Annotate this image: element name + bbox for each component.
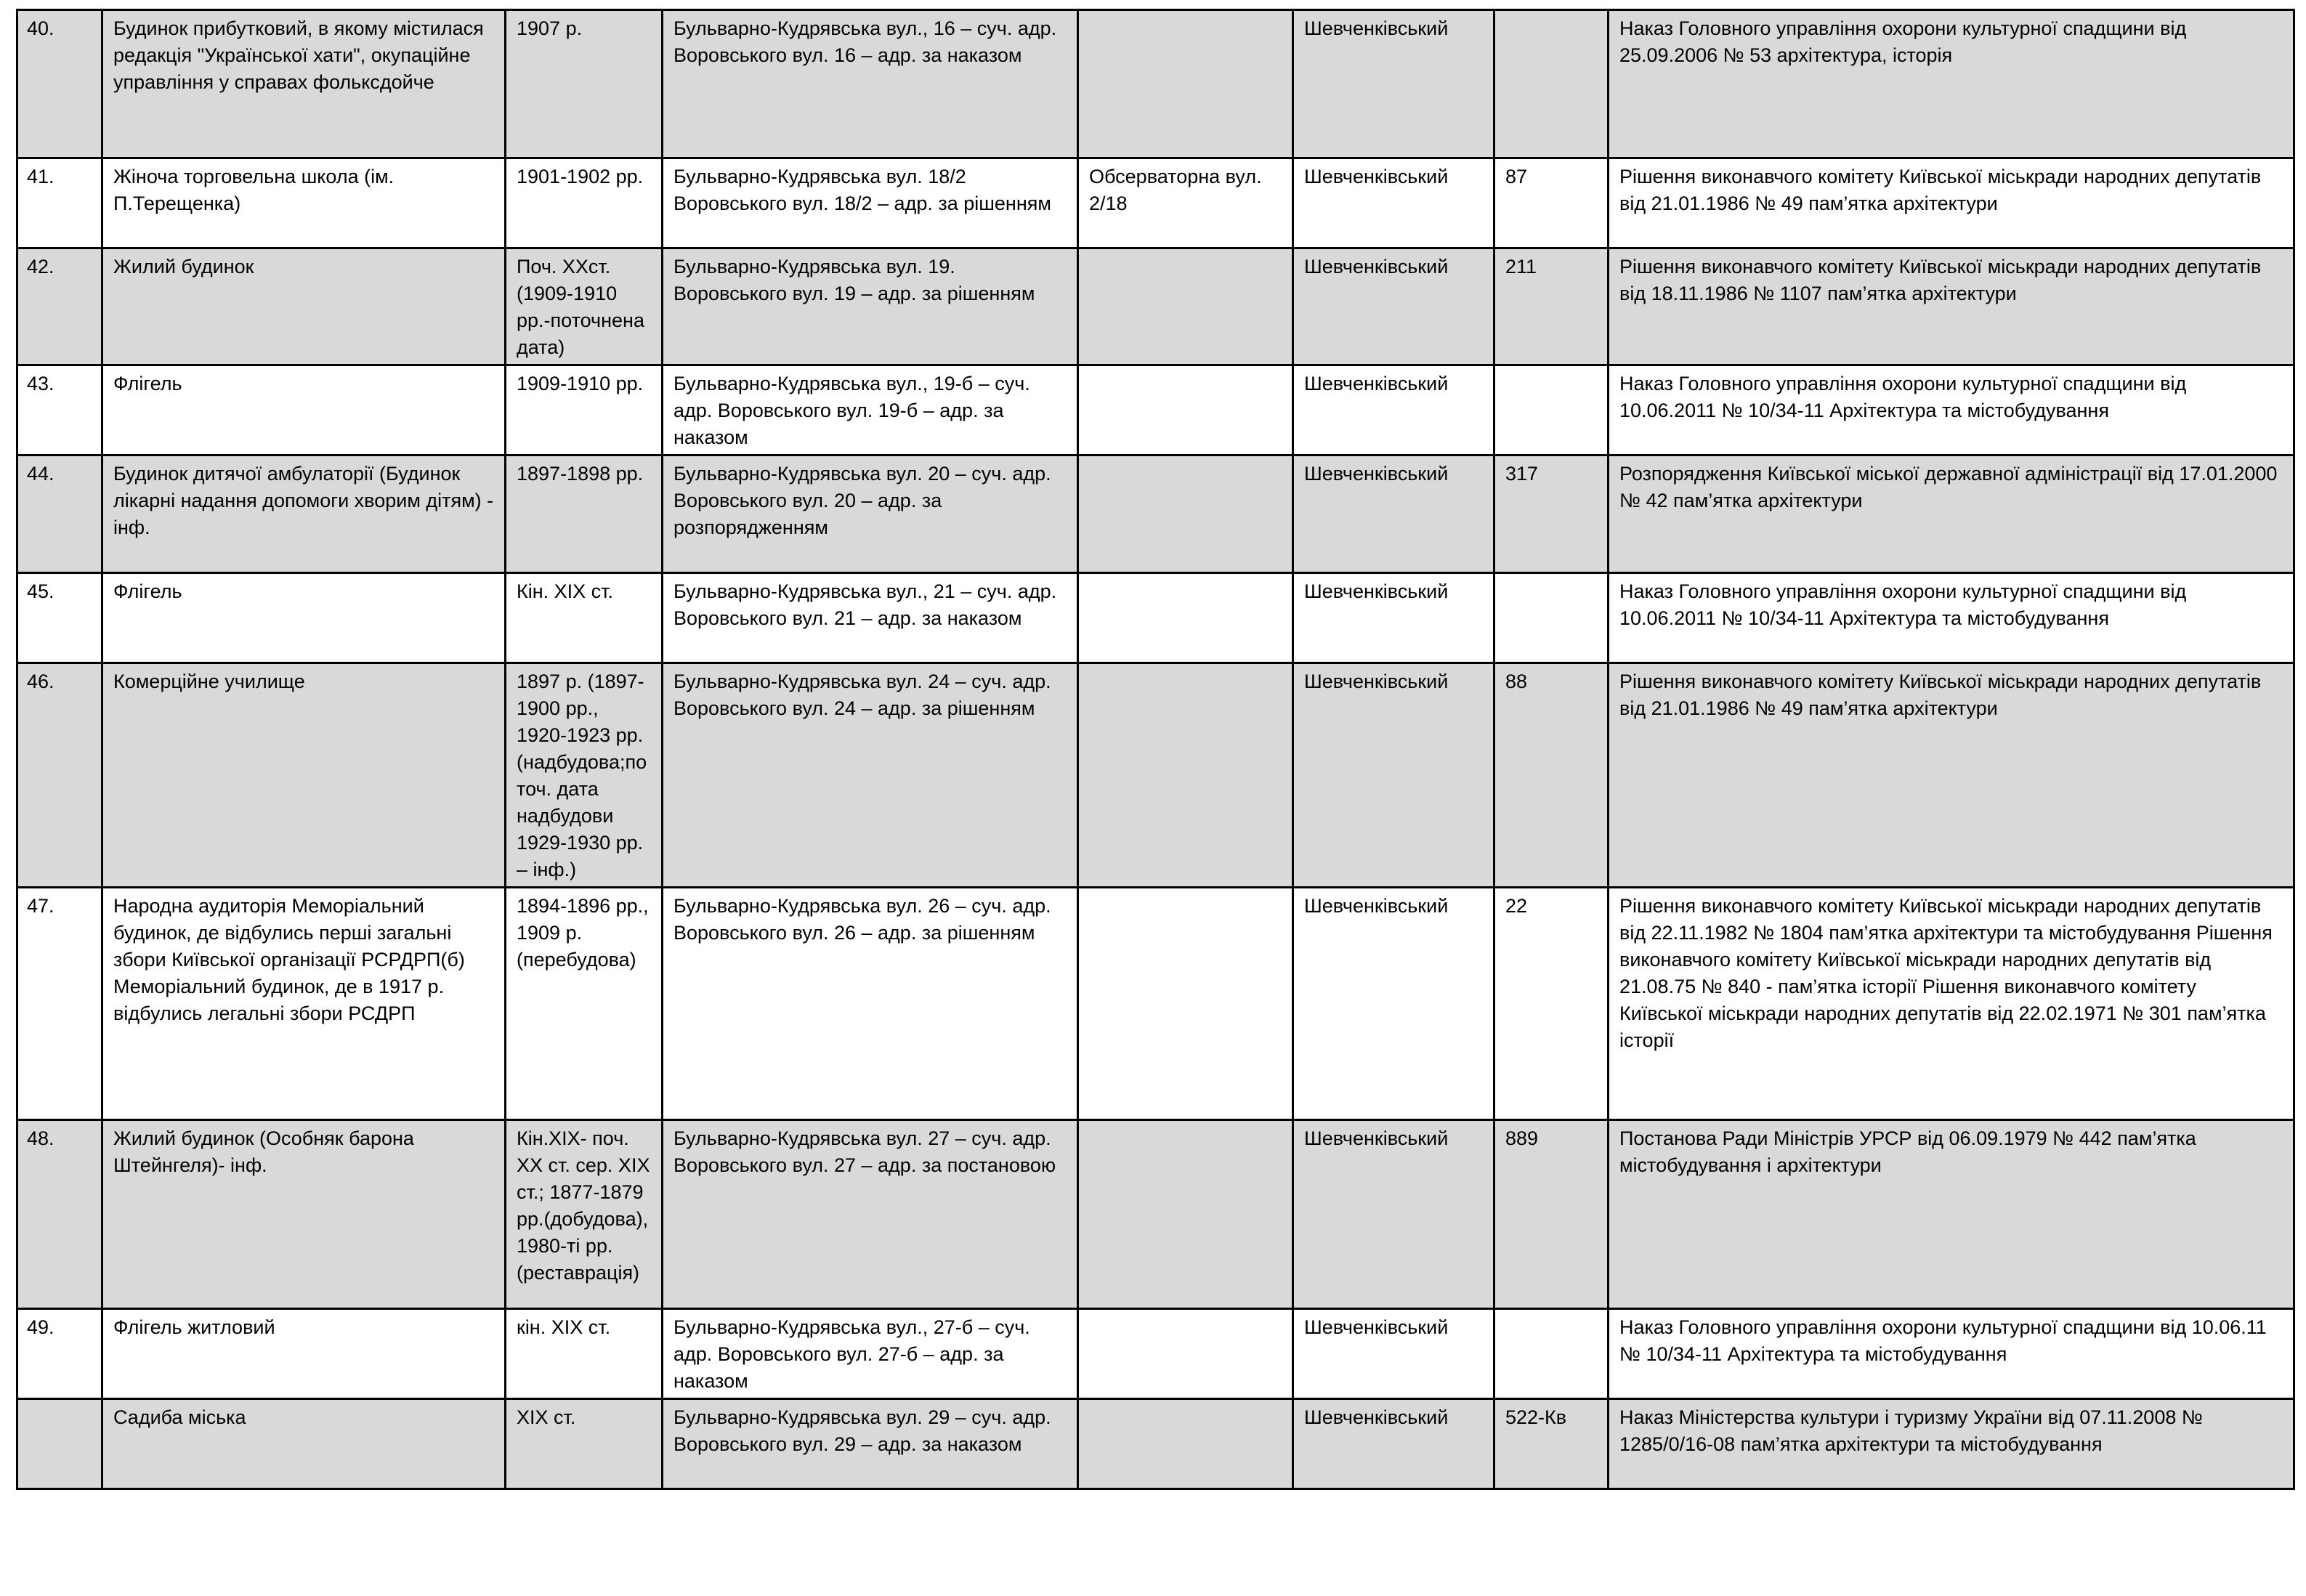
registration-number-cell xyxy=(1494,1309,1609,1399)
protection-document-cell: Розпорядження Київської міської державної адміністрації від 17.01.2000 № 42 пам’ятка архітектури xyxy=(1609,455,2294,573)
address-cell: Бульварно-Кудрявська вул. 26 – суч. адр. Воровського вул. 26 – адр. за рішенням xyxy=(663,888,1078,1120)
protection-document-cell: Наказ Міністерства культури і туризму України від 07.11.2008 № 1285/0/16-08 пам’ятка архітектури та містобудування xyxy=(1609,1399,2294,1489)
row-number-cell: 45. xyxy=(17,573,102,663)
district-cell: Шевченківський xyxy=(1293,248,1494,365)
dating-cell: 1909-1910 рр. xyxy=(506,365,663,455)
address-cell: Бульварно-Кудрявська вул., 19-б – суч. адр. Воровського вул. 19-б – адр. за наказом xyxy=(663,365,1078,455)
protection-document-cell: Постанова Ради Міністрів УРСР від 06.09.1979 № 442 пам’ятка містобудування і архітектури xyxy=(1609,1120,2294,1309)
dating-cell: 1901-1902 рр. xyxy=(506,158,663,248)
registration-number-cell: 317 xyxy=(1494,455,1609,573)
district-cell: Шевченківський xyxy=(1293,1399,1494,1489)
dating-cell: кін. ХІХ ст. xyxy=(506,1309,663,1399)
address-cell: Бульварно-Кудрявська вул., 21 – суч. адр. Воровського вул. 21 – адр. за наказом xyxy=(663,573,1078,663)
dating-cell: ХІХ ст. xyxy=(506,1399,663,1489)
dating-cell: 1897-1898 рр. xyxy=(506,455,663,573)
alternate-address-cell xyxy=(1078,10,1293,158)
row-number-cell xyxy=(17,1399,102,1489)
registration-number-cell xyxy=(1494,10,1609,158)
dating-cell: 1907 р. xyxy=(506,10,663,158)
protection-document-cell: Наказ Головного управління охорони культурної спадщини від 10.06.2011 № 10/34-11 Архітектура та містобудування xyxy=(1609,573,2294,663)
address-cell: Бульварно-Кудрявська вул. 29 – суч. адр. Воровського вул. 29 – адр. за наказом xyxy=(663,1399,1078,1489)
registration-number-cell xyxy=(1494,573,1609,663)
address-cell: Бульварно-Кудрявська вул. 20 – суч. адр. Воровського вул. 20 – адр. за розпорядженням xyxy=(663,455,1078,573)
district-cell: Шевченківський xyxy=(1293,1120,1494,1309)
address-cell: Бульварно-Кудрявська вул. 18/2 Воровського вул. 18/2 – адр. за рішенням xyxy=(663,158,1078,248)
district-cell: Шевченківський xyxy=(1293,573,1494,663)
alternate-address-cell xyxy=(1078,1120,1293,1309)
row-number-cell: 41. xyxy=(17,158,102,248)
protection-document-cell: Рішення виконавчого комітету Київської міськради народних депутатів від 18.11.1986 № 1107 пам’ятка архітектури xyxy=(1609,248,2294,365)
row-number-cell: 44. xyxy=(17,455,102,573)
alternate-address-cell xyxy=(1078,573,1293,663)
address-cell: Бульварно-Кудрявська вул. 27 – суч. адр. Воровського вул. 27 – адр. за постановою xyxy=(663,1120,1078,1309)
table-row xyxy=(17,158,2294,248)
protection-document-cell: Наказ Головного управління охорони культурної спадщини від 10.06.11 № 10/34-11 Архітектура та містобудування xyxy=(1609,1309,2294,1399)
table-row xyxy=(17,10,2294,158)
registration-number-cell: 889 xyxy=(1494,1120,1609,1309)
dating-cell: Поч. ХХст. (1909-1910 рр.-поточнена дата) xyxy=(506,248,663,365)
object-name-cell: Комерційне училище xyxy=(102,663,506,888)
monuments-register-table xyxy=(16,9,2295,1490)
object-name-cell: Жилий будинок (Особняк барона Штейнгеля)- інф. xyxy=(102,1120,506,1309)
row-number-cell: 48. xyxy=(17,1120,102,1309)
table-row xyxy=(17,365,2294,455)
row-number-cell: 42. xyxy=(17,248,102,365)
district-cell: Шевченківський xyxy=(1293,455,1494,573)
object-name-cell: Флігель xyxy=(102,365,506,455)
address-cell: Бульварно-Кудрявська вул. 24 – суч. адр. Воровського вул. 24 – адр. за рішенням xyxy=(663,663,1078,888)
row-number-cell: 49. xyxy=(17,1309,102,1399)
alternate-address-cell xyxy=(1078,888,1293,1120)
object-name-cell: Флігель xyxy=(102,573,506,663)
dating-cell: 1897 р. (1897-1900 рр., 1920-1923 рр.(надбудова;поточ. дата надбудови 1929-1930 рр. – інф.) xyxy=(506,663,663,888)
district-cell: Шевченківський xyxy=(1293,158,1494,248)
protection-document-cell: Наказ Головного управління охорони культурної спадщини від 10.06.2011 № 10/34-11 Архітектура та містобудування xyxy=(1609,365,2294,455)
alternate-address-cell xyxy=(1078,365,1293,455)
alternate-address-cell xyxy=(1078,1399,1293,1489)
address-cell: Бульварно-Кудрявська вул., 27-б – суч. адр. Воровського вул. 27-б – адр. за наказом xyxy=(663,1309,1078,1399)
alternate-address-cell xyxy=(1078,663,1293,888)
object-name-cell: Будинок прибутковий, в якому містилася редакція "Української хати", окупаційне управління у справах фольксдойче xyxy=(102,10,506,158)
alternate-address-cell xyxy=(1078,1309,1293,1399)
table-row xyxy=(17,663,2294,888)
district-cell: Шевченківський xyxy=(1293,1309,1494,1399)
table-row xyxy=(17,573,2294,663)
table-row xyxy=(17,1309,2294,1399)
object-name-cell: Народна аудиторія Меморіальний будинок, де відбулись перші загальні збори Київської організації РСРДРП(б) Меморіальний будинок, де в 1917 р. відбулись легальні збори РСДРП xyxy=(102,888,506,1120)
object-name-cell: Жіноча торговельна школа (ім. П.Терещенка) xyxy=(102,158,506,248)
alternate-address-cell: Обсерваторна вул. 2/18 xyxy=(1078,158,1293,248)
district-cell: Шевченківський xyxy=(1293,10,1494,158)
protection-document-cell: Рішення виконавчого комітету Київської міськради народних депутатів від 22.11.1982 № 1804 пам’ятка архітектури та містобудування Рішення виконавчого комітету Київської міськради народних депутатів від 21.08.75 № 840 - пам’ятка історії Рішення виконавчого комітету Київської міськради народних депутатів від 22.02.1971 № 301 пам’ятка історії xyxy=(1609,888,2294,1120)
protection-document-cell: Наказ Головного управління охорони культурної спадщини від 25.09.2006 № 53 архітектура, історія xyxy=(1609,10,2294,158)
table-row xyxy=(17,888,2294,1120)
protection-document-cell: Рішення виконавчого комітету Київської міськради народних депутатів від 21.01.1986 № 49 пам’ятка архітектури xyxy=(1609,663,2294,888)
object-name-cell: Будинок дитячої амбулаторії (Будинок лікарні надання допомоги хворим дітям) - інф. xyxy=(102,455,506,573)
table-row xyxy=(17,1120,2294,1309)
dating-cell: Кін.ХІХ- поч. ХХ ст. сер. ХІХ ст.; 1877-1879 рр.(добудова), 1980-ті рр.(реставрація) xyxy=(506,1120,663,1309)
object-name-cell: Садиба міська xyxy=(102,1399,506,1489)
table-row xyxy=(17,1399,2294,1489)
alternate-address-cell xyxy=(1078,248,1293,365)
protection-document-cell: Рішення виконавчого комітету Київської міськради народних депутатів від 21.01.1986 № 49 пам’ятка архітектури xyxy=(1609,158,2294,248)
row-number-cell: 47. xyxy=(17,888,102,1120)
registration-number-cell: 88 xyxy=(1494,663,1609,888)
registration-number-cell: 211 xyxy=(1494,248,1609,365)
row-number-cell: 46. xyxy=(17,663,102,888)
table-body xyxy=(17,10,2294,1489)
district-cell: Шевченківський xyxy=(1293,365,1494,455)
dating-cell: Кін. ХІХ ст. xyxy=(506,573,663,663)
registration-number-cell xyxy=(1494,365,1609,455)
address-cell: Бульварно-Кудрявська вул. 19. Воровського вул. 19 – адр. за рішенням xyxy=(663,248,1078,365)
table-row xyxy=(17,248,2294,365)
table-row xyxy=(17,455,2294,573)
dating-cell: 1894-1896 рр., 1909 р.(перебудова) xyxy=(506,888,663,1120)
address-cell: Бульварно-Кудрявська вул., 16 – суч. адр. Воровського вул. 16 – адр. за наказом xyxy=(663,10,1078,158)
object-name-cell: Жилий будинок xyxy=(102,248,506,365)
row-number-cell: 40. xyxy=(17,10,102,158)
alternate-address-cell xyxy=(1078,455,1293,573)
registration-number-cell: 22 xyxy=(1494,888,1609,1120)
district-cell: Шевченківський xyxy=(1293,888,1494,1120)
district-cell: Шевченківський xyxy=(1293,663,1494,888)
registration-number-cell: 522-Кв xyxy=(1494,1399,1609,1489)
object-name-cell: Флігель житловий xyxy=(102,1309,506,1399)
row-number-cell: 43. xyxy=(17,365,102,455)
registration-number-cell: 87 xyxy=(1494,158,1609,248)
